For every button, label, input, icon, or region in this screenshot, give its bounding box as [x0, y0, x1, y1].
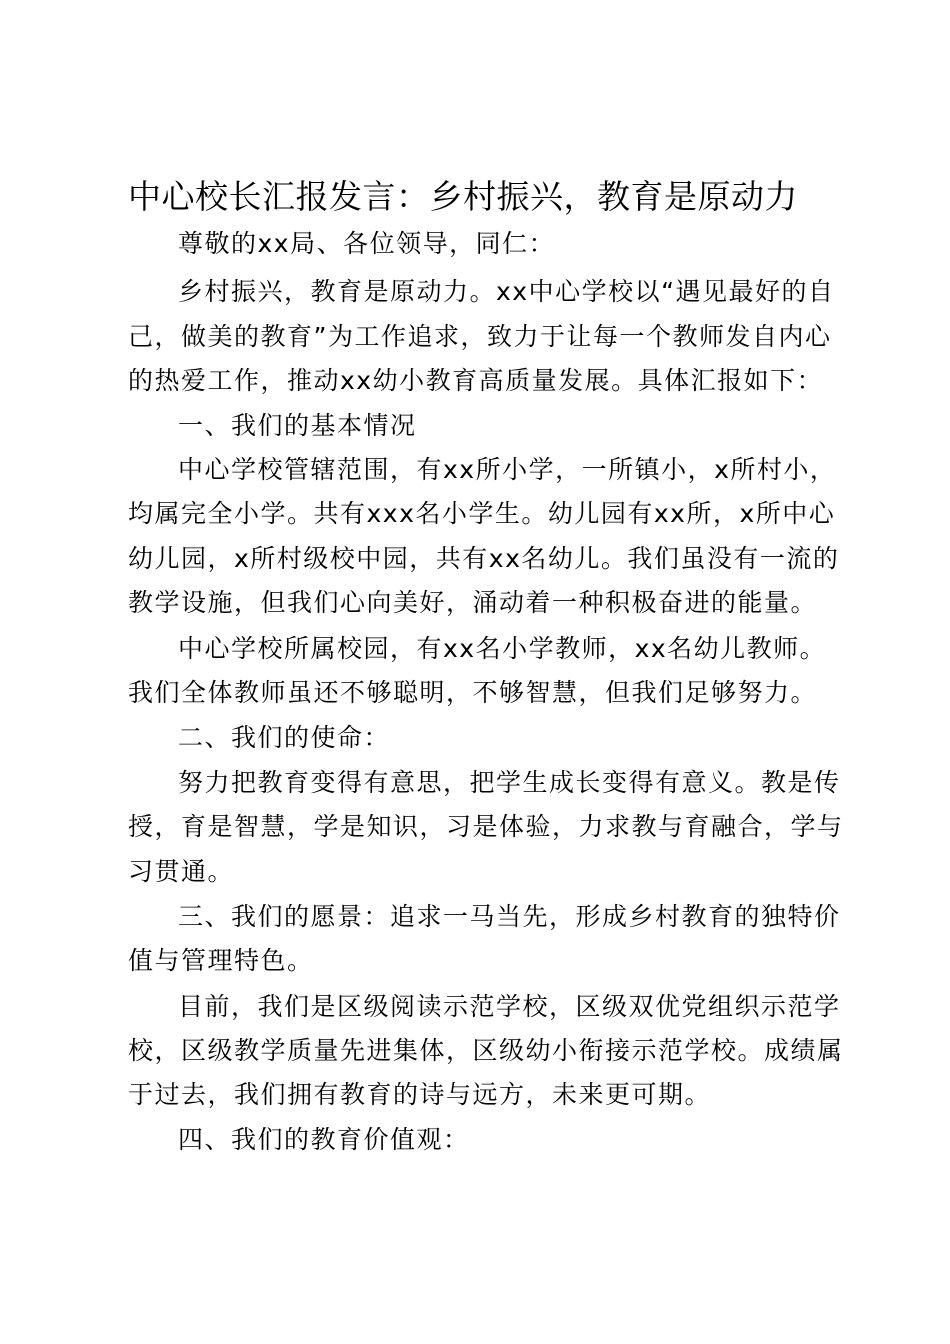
section-heading: 一、我们的基本情况	[178, 411, 417, 440]
paragraph-line: 教学设施，但我们心向美好，涌动着一种积极奋进的能量。	[128, 588, 818, 617]
section-heading: 四、我们的教育价值观：	[178, 1125, 470, 1154]
paragraph-line: 努力把教育变得有意思，把学生成长变得有意义。教是传	[178, 768, 841, 797]
paragraph-line: 我们全体教师虽还不够聪明，不够智慧，但我们足够努力。	[128, 678, 818, 707]
paragraph-line: 值与管理特色。	[128, 946, 314, 975]
section-heading: 二、我们的使命：	[178, 723, 391, 752]
salutation-line: 尊敬的xx局、各位领导，同仁：	[178, 229, 556, 258]
section-heading: 三、我们的愿景：追求一马当先，形成乡村教育的独特价	[178, 902, 841, 931]
paragraph-line: 己，做美的教育”为工作追求，致力于让每一个教师发自内心	[128, 322, 832, 351]
paragraph-line: 中心学校管辖范围，有xx所小学，一所镇小，x所村小，	[178, 455, 837, 484]
paragraph-line: 授，育是智慧，学是知识，习是体验，力求教与育融合，学与	[128, 812, 844, 841]
document-title: 中心校长汇报发言：乡村振兴，教育是原动力	[128, 177, 798, 216]
paragraph-line: 的热爱工作，推动xx幼小教育高质量发展。具体汇报如下：	[128, 366, 824, 395]
paragraph-line: 中心学校所属校园，有xx名小学教师，xx名幼儿教师。	[178, 634, 827, 663]
paragraph-line: 均属完全小学。共有xxx名小学生。幼儿园有xx所，x所中心	[128, 499, 836, 528]
paragraph-line: 习贯通。	[128, 857, 235, 886]
paragraph-line: 于过去，我们拥有教育的诗与远方，未来更可期。	[128, 1080, 712, 1109]
paragraph-line: 目前，我们是区级阅读示范学校，区级双优党组织示范学	[178, 992, 841, 1021]
paragraph-line: 乡村振兴，教育是原动力。xx中心学校以“遇见最好的自	[178, 277, 835, 306]
paragraph-line: 校，区级教学质量先进集体，区级幼小衔接示范学校。成绩属	[128, 1036, 844, 1065]
paragraph-line: 幼儿园，x所村级校中园，共有xx名幼儿。我们虽没有一流的	[128, 544, 840, 573]
